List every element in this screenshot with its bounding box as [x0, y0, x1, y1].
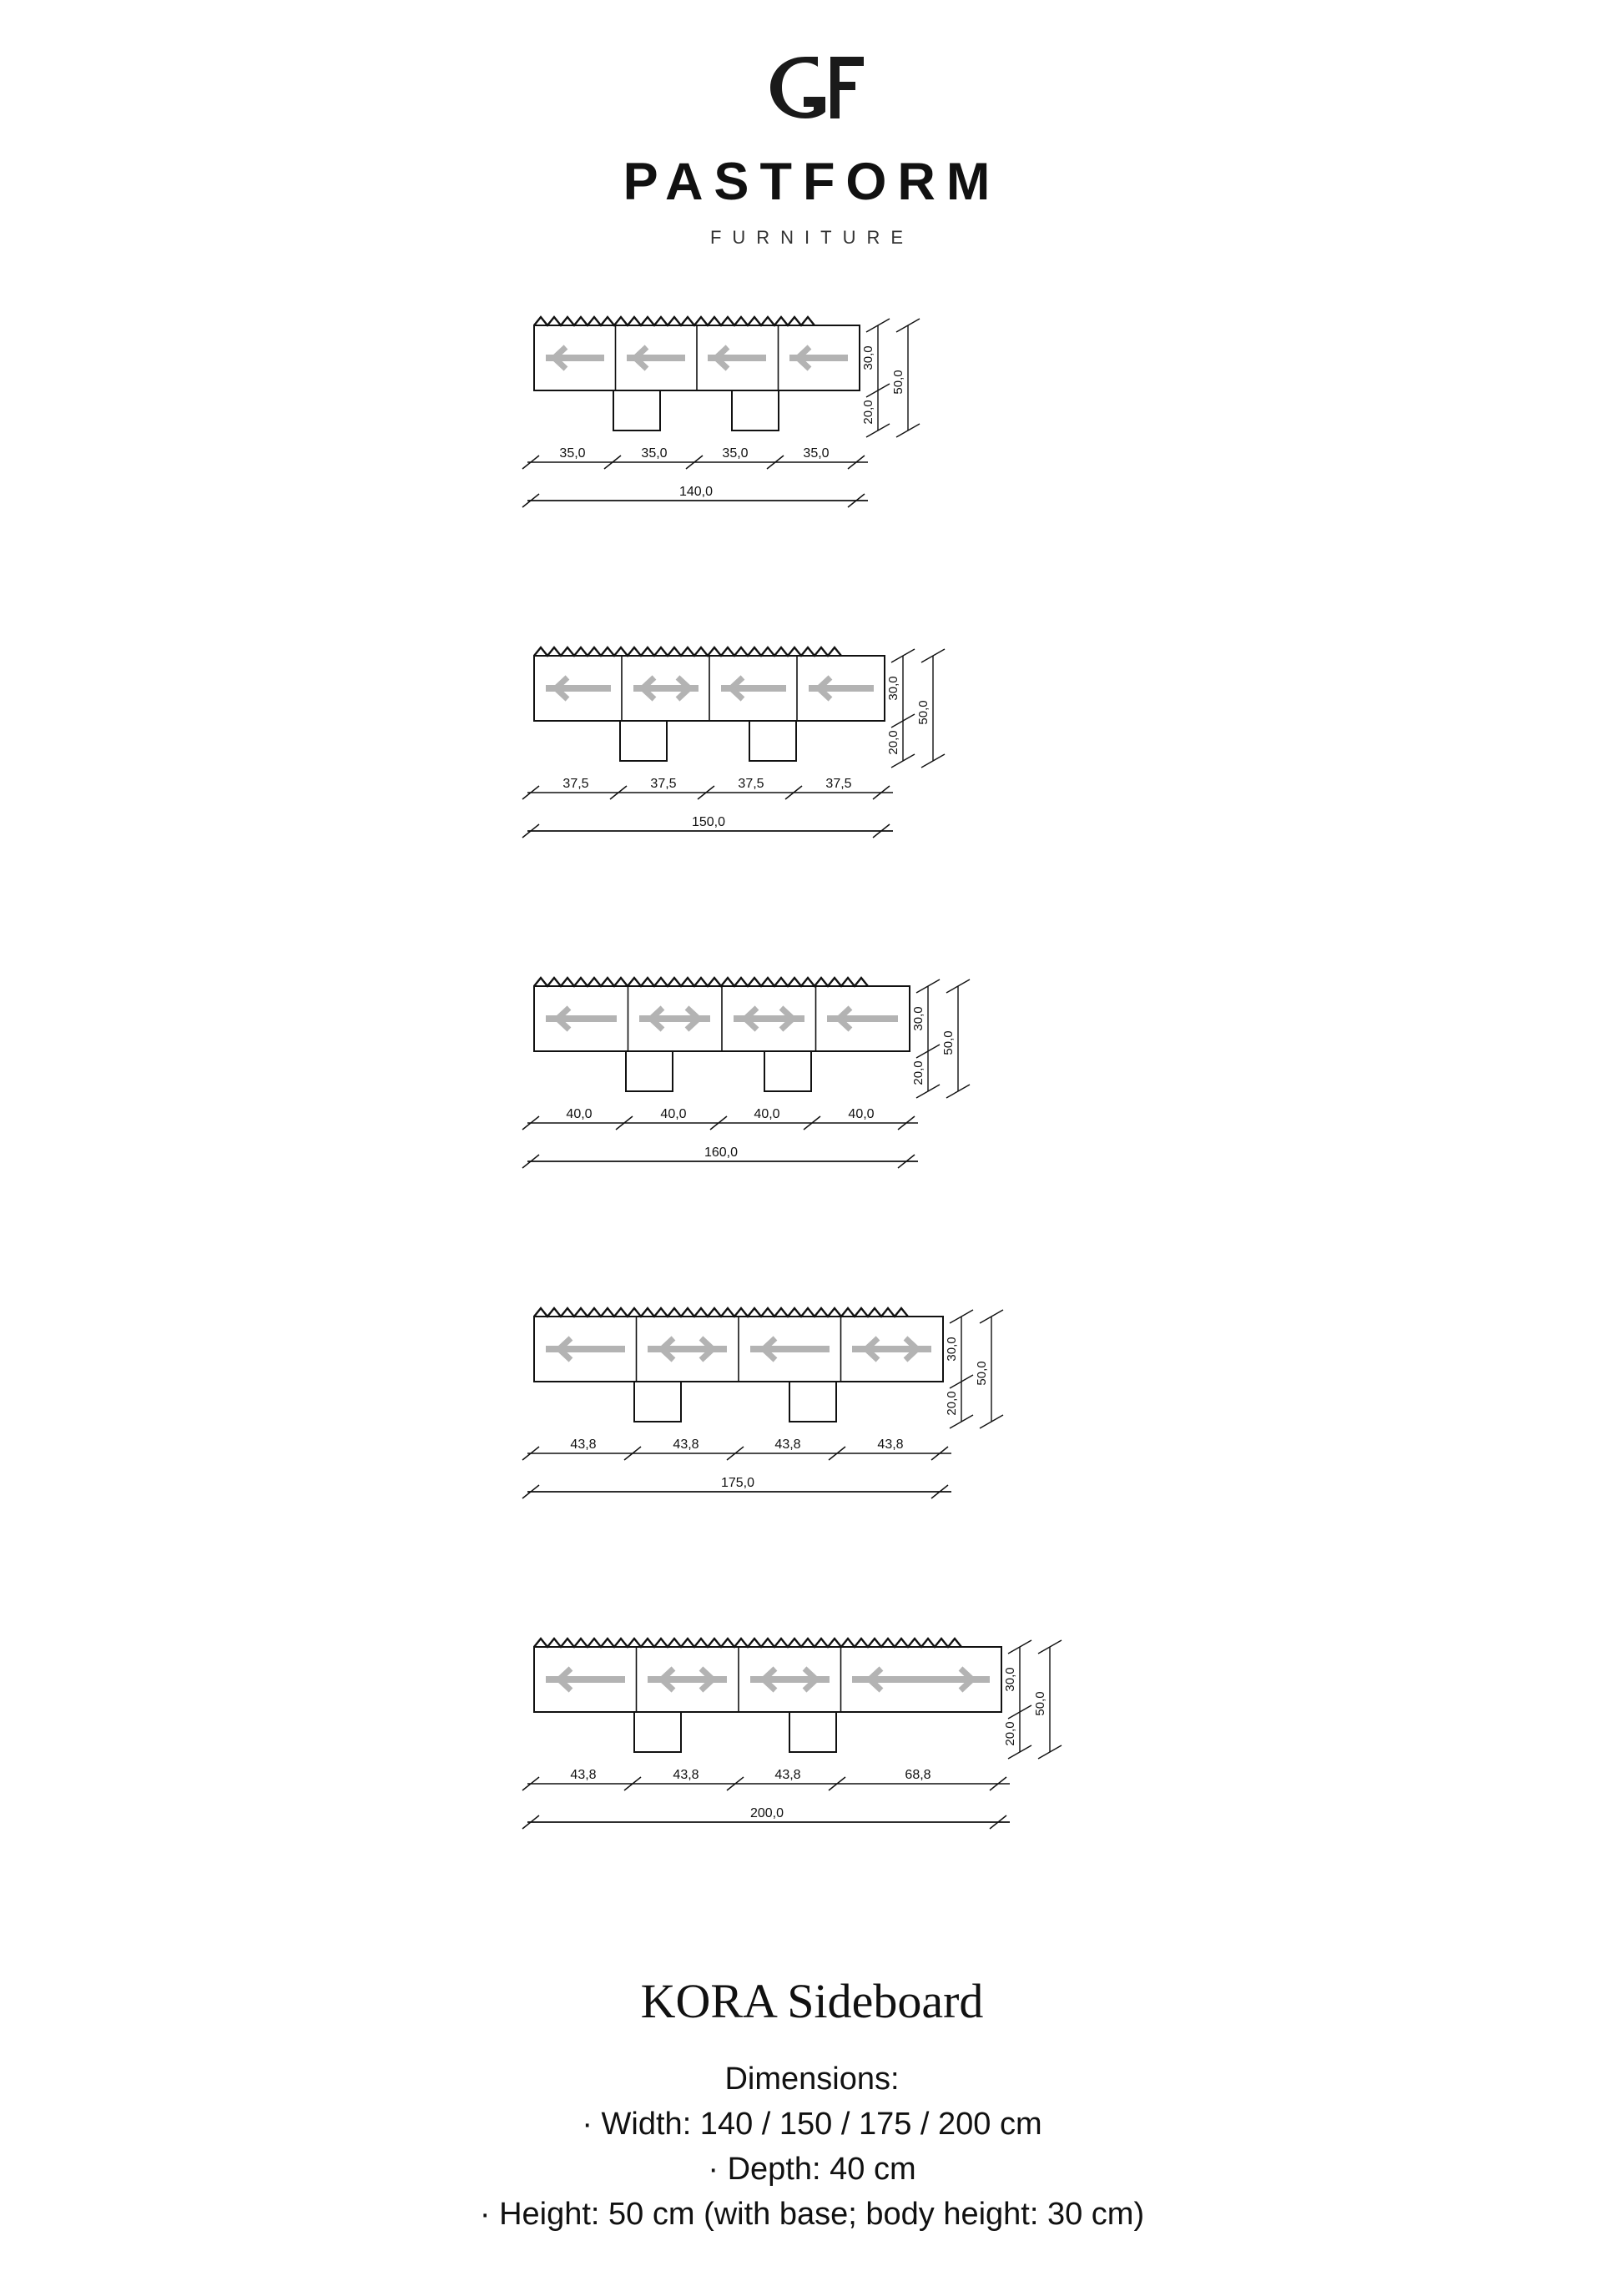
label-segment: 40,0: [754, 1107, 780, 1121]
label-segment: 43,8: [673, 1768, 699, 1782]
brand-name: PASTFORM: [623, 153, 1001, 211]
base-plinth: [764, 1051, 811, 1091]
handle-arrow-icon: [546, 1669, 990, 1690]
label-total-width: 175,0: [720, 1476, 755, 1490]
label-total-height: 50,0: [916, 700, 931, 725]
product-summary: [0, 1973, 1624, 2238]
base-plinth: [634, 1382, 681, 1422]
label-total-height: 50,0: [941, 1030, 956, 1055]
label-total-height: 50,0: [891, 370, 905, 395]
page-title: KORA Sideboard: [640, 1974, 984, 2029]
drawing-variant-200: [517, 1629, 1135, 1954]
label-base-height: 20,0: [911, 1060, 925, 1085]
label-body-height: 30,0: [911, 1006, 925, 1031]
label-total-height: 50,0: [1033, 1691, 1047, 1716]
label-segment: 43,8: [570, 1768, 597, 1782]
dimension-depth: · Depth: 40 cm: [708, 2152, 916, 2188]
wavy-top-edge: [534, 978, 868, 986]
label-segment: 37,5: [738, 777, 764, 791]
base-plinth: [634, 1712, 681, 1752]
label-base-height: 20,0: [861, 400, 875, 425]
label-total-width: 160,0: [704, 1145, 739, 1160]
base-plinth: [613, 390, 660, 430]
label-segment: 37,5: [650, 777, 677, 791]
base-plinth: [626, 1051, 673, 1091]
base-plinth: [749, 721, 796, 761]
label-segment: 37,5: [562, 777, 589, 791]
brand-header: [0, 0, 1624, 249]
label-segment: 40,0: [660, 1107, 687, 1121]
label-segment: 43,8: [774, 1438, 801, 1452]
label-segment: 43,8: [774, 1768, 801, 1782]
label-segment: 43,8: [570, 1438, 597, 1452]
label-body-height: 30,0: [886, 676, 900, 701]
base-plinth: [789, 1712, 836, 1752]
technical-drawings: [0, 307, 1624, 1954]
wavy-top-edge: [534, 317, 815, 325]
label-segment: 40,0: [848, 1107, 875, 1121]
label-total-width: 140,0: [678, 485, 714, 499]
drawing-variant-160: [517, 968, 1068, 1293]
label-total-width: 150,0: [691, 815, 726, 829]
label-segment: 35,0: [722, 446, 749, 461]
drawing-variant-150: [517, 637, 1052, 963]
base-plinth: [620, 721, 667, 761]
label-segment: 35,0: [803, 446, 830, 461]
base-plinth: [789, 1382, 836, 1422]
label-segment: 68,8: [905, 1768, 931, 1782]
label-body-height: 30,0: [945, 1337, 959, 1362]
label-base-height: 20,0: [945, 1391, 959, 1416]
pastform-cf-monogram-icon: [754, 50, 870, 125]
wavy-top-edge: [534, 1639, 961, 1647]
drawing-variant-175: [517, 1298, 1102, 1624]
label-segment: 37,5: [825, 777, 852, 791]
label-total-height: 50,0: [975, 1361, 989, 1386]
label-segment: 35,0: [641, 446, 668, 461]
dimensions-label: Dimensions:: [724, 2062, 900, 2097]
label-total-width: 200,0: [749, 1806, 784, 1820]
dimension-width: · Width: 140 / 150 / 175 / 200 cm: [582, 2107, 1042, 2142]
label-segment: 43,8: [877, 1438, 904, 1452]
label-segment: 40,0: [566, 1107, 593, 1121]
brand-subtitle: FURNITURE: [709, 227, 915, 248]
wavy-top-edge: [534, 647, 841, 656]
dimension-height: · Height: 50 cm (with base; body height: 30 cm): [479, 2197, 1145, 2233]
label-base-height: 20,0: [886, 730, 900, 755]
label-segment: 43,8: [673, 1438, 699, 1452]
drawing-variant-140: [517, 307, 1035, 632]
label-base-height: 20,0: [1003, 1721, 1017, 1746]
label-body-height: 30,0: [1003, 1667, 1017, 1692]
label-body-height: 30,0: [861, 345, 875, 370]
base-plinth: [732, 390, 779, 430]
wavy-top-edge: [534, 1308, 908, 1317]
label-segment: 35,0: [559, 446, 586, 461]
